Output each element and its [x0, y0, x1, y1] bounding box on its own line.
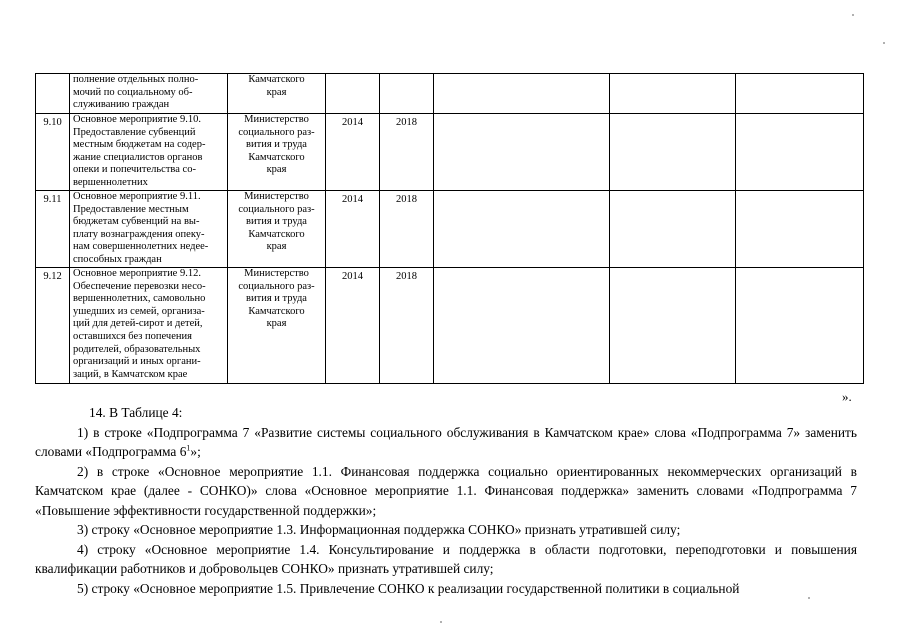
start-year: 2014: [326, 114, 380, 191]
start-year: 2014: [326, 268, 380, 384]
executor: Министерство социального раз- вития и труда Камчатского края: [228, 114, 326, 191]
table-row: [36, 114, 864, 191]
item-text: 1) в строке «Подпрограмма 7 «Развитие системы социального обслуживания в Камчатском крае» слова «Подпрограмма 7» заменить словами «Подпрограмма 6: [35, 424, 857, 459]
scan-speck: [808, 597, 810, 599]
empty-cell: [736, 114, 864, 191]
empty-cell: [610, 268, 736, 384]
end-year: 2018: [380, 114, 434, 191]
empty-cell: [434, 114, 610, 191]
amendment-item: 5) строку «Основное мероприятие 1.5. Привлечение СОНКО к реализации государственной политики в социальной: [77, 580, 740, 596]
amendment-item: 2) в строке «Основное мероприятие 1.1. Финансовая поддержка социально ориентированных некоммерческих организаций в Камчатском крае (далее - СОНКО)» слова «Основное мероприятие 1.1. Финансовая поддержка» заменить словами «Подпрограмма 7 «Повышение эффективности государственной поддержки»;: [35, 463, 857, 518]
scan-speck: [883, 42, 885, 44]
executor: Министерство социального раз- вития и труда Камчатского края: [228, 268, 326, 384]
empty-cell: [610, 114, 736, 191]
item-text: »;: [190, 444, 201, 459]
row-number: 9.12: [36, 268, 70, 384]
table-row: [36, 268, 864, 384]
scan-speck: [440, 621, 442, 623]
amendment-item: [35, 423, 857, 462]
empty-cell: [434, 268, 610, 384]
end-year: 2018: [380, 268, 434, 384]
table-row: [36, 191, 864, 268]
closing-quote: ».: [842, 389, 852, 404]
amendment-item: 3) строку «Основное мероприятие 1.3. Информационная поддержка СОНКО» признать утратившей силу;: [77, 522, 681, 537]
measures-table: [35, 73, 864, 384]
end-year: [380, 74, 434, 114]
measure-description: Основное мероприятие 9.11. Предоставление местным бюджетам субвенций на вы- плату вознаграждения опеку- нам совершеннолетних недее- способных граждан: [70, 191, 228, 268]
row-number: [36, 74, 70, 114]
executor: Министерство социального раз- вития и труда Камчатского края: [228, 191, 326, 268]
executor: Камчатского края: [228, 74, 326, 114]
row-number: 9.11: [36, 191, 70, 268]
empty-cell: [736, 191, 864, 268]
empty-cell: [610, 74, 736, 114]
amendment-item: 4) строку «Основное мероприятие 1.4. Консультирование и поддержка в области подготовки, переподготовки и повышения квалификации работников и добровольцев СОНКО» признать утратившей силу;: [35, 541, 857, 576]
empty-cell: [434, 191, 610, 268]
measure-description: полнение отдельных полно- мочий по социальному об- служиванию граждан: [70, 74, 228, 114]
start-year: 2014: [326, 191, 380, 268]
table-row: [36, 74, 864, 114]
empty-cell: [434, 74, 610, 114]
section-heading: 14. В Таблице 4:: [89, 405, 183, 420]
empty-cell: [736, 74, 864, 114]
superscript: 1: [186, 443, 191, 453]
start-year: [326, 74, 380, 114]
empty-cell: [736, 268, 864, 384]
empty-cell: [610, 191, 736, 268]
measure-description: Основное мероприятие 9.10. Предоставление субвенций местным бюджетам на содер- жание специалистов органов опеки и попечительства со- вершеннолетних: [70, 114, 228, 191]
amendment-text: [35, 403, 857, 598]
row-number: 9.10: [36, 114, 70, 191]
measure-description: Основное мероприятие 9.12. Обеспечение перевозки несо- вершеннолетних, самовольно ушедших из семей, организа- ций для детей-сирот и детей, оставшихся без попечения родителей, образовательных организаций и иных органи- заций, в Камчатском крае: [70, 268, 228, 384]
end-year: 2018: [380, 191, 434, 268]
scan-speck: [852, 14, 854, 16]
